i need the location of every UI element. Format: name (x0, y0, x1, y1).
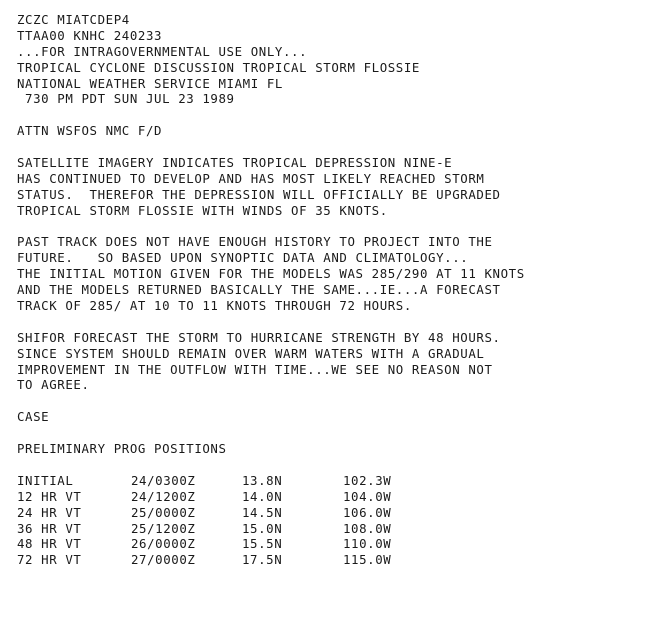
paragraph-line: AND THE MODELS RETURNED BASICALLY THE SAME...IE...A FORECAST (17, 282, 501, 298)
blank-line (17, 139, 652, 155)
paragraph-line: TRACK OF 285/ AT 10 TO 11 KNOTS THROUGH 72 HOURS. (17, 298, 412, 314)
latitude: 15.0N (242, 520, 283, 536)
longitude: 115.0W (343, 552, 392, 568)
table-row (17, 552, 652, 568)
table-row (17, 521, 652, 537)
discussion-document (17, 12, 652, 568)
paragraph-line: FUTURE. SO BASED UPON SYNOPTIC DATA AND CLIMATOLOGY... (17, 250, 469, 266)
valid-time: 25/0000Z (131, 504, 196, 520)
latitude: 14.5N (242, 504, 283, 520)
prog-positions-table (17, 473, 652, 568)
blank-line (17, 457, 652, 473)
paragraph-line: THE INITIAL MOTION GIVEN FOR THE MODELS WAS 285/290 AT 11 KNOTS (17, 266, 525, 282)
blank-line (17, 393, 652, 409)
longitude: 104.0W (343, 488, 392, 504)
forecast-hour: 48 HR VT (17, 536, 82, 552)
longitude: 110.0W (343, 536, 392, 552)
longitude: 102.3W (343, 472, 392, 488)
paragraph-line: IMPROVEMENT IN THE OUTFLOW WITH TIME...WE SEE NO REASON NOT (17, 361, 493, 377)
paragraph-line: TROPICAL STORM FLOSSIE WITH WINDS OF 35 KNOTS. (17, 202, 388, 218)
paragraph-satellite (17, 155, 652, 219)
latitude: 15.5N (242, 536, 283, 552)
table-row (17, 473, 652, 489)
table-row (17, 505, 652, 521)
header-line-issue-time: 730 PM PDT SUN JUL 23 1989 (17, 91, 235, 107)
valid-time: 27/0000Z (131, 552, 196, 568)
table-row (17, 489, 652, 505)
paragraph-line: STATUS. THEREFOR THE DEPRESSION WILL OFFICIALLY BE UPGRADED (17, 186, 501, 202)
valid-time: 24/0300Z (131, 472, 196, 488)
forecast-hour: INITIAL (17, 472, 74, 488)
forecast-hour: 24 HR VT (17, 504, 82, 520)
header-line-product-code: ZCZC MIATCDEP4 (17, 12, 130, 27)
header-line-wmo-id: TTAA00 KNHC 240233 (17, 27, 163, 43)
blank-line (17, 107, 652, 123)
blank-line (17, 219, 652, 235)
paragraph-line: HAS CONTINUED TO DEVELOP AND HAS MOST LIKELY REACHED STORM (17, 170, 485, 186)
header-line-office: NATIONAL WEATHER SERVICE MIAMI FL (17, 75, 283, 91)
latitude: 14.0N (242, 488, 283, 504)
paragraph-past-track (17, 234, 652, 313)
longitude: 108.0W (343, 520, 392, 536)
forecast-hour: 36 HR VT (17, 520, 82, 536)
prog-positions-title: PRELIMINARY PROG POSITIONS (17, 441, 227, 457)
case-line: CASE (17, 409, 50, 425)
blank-line (17, 314, 652, 330)
paragraph-shifor (17, 330, 652, 394)
latitude: 17.5N (242, 552, 283, 568)
paragraph-line: PAST TRACK DOES NOT HAVE ENOUGH HISTORY TO PROJECT INTO THE (17, 234, 493, 250)
paragraph-line: SHIFOR FORECAST THE STORM TO HURRICANE STRENGTH BY 48 HOURS. (17, 329, 501, 345)
header-line-restriction: ...FOR INTRAGOVERNMENTAL USE ONLY... (17, 43, 308, 59)
paragraph-line: SINCE SYSTEM SHOULD REMAIN OVER WARM WATERS WITH A GRADUAL (17, 345, 485, 361)
valid-time: 24/1200Z (131, 488, 196, 504)
header-line-title: TROPICAL CYCLONE DISCUSSION TROPICAL STORM FLOSSIE (17, 59, 420, 75)
valid-time: 26/0000Z (131, 536, 196, 552)
paragraph-line: SATELLITE IMAGERY INDICATES TROPICAL DEPRESSION NINE-E (17, 155, 453, 171)
valid-time: 25/1200Z (131, 520, 196, 536)
table-row (17, 536, 652, 552)
forecast-hour: 72 HR VT (17, 552, 82, 568)
paragraph-line: TO AGREE. (17, 377, 90, 393)
longitude: 106.0W (343, 504, 392, 520)
latitude: 13.8N (242, 472, 283, 488)
attn-line: ATTN WSFOS NMC F/D (17, 123, 163, 139)
blank-line (17, 425, 652, 441)
forecast-hour: 12 HR VT (17, 488, 82, 504)
